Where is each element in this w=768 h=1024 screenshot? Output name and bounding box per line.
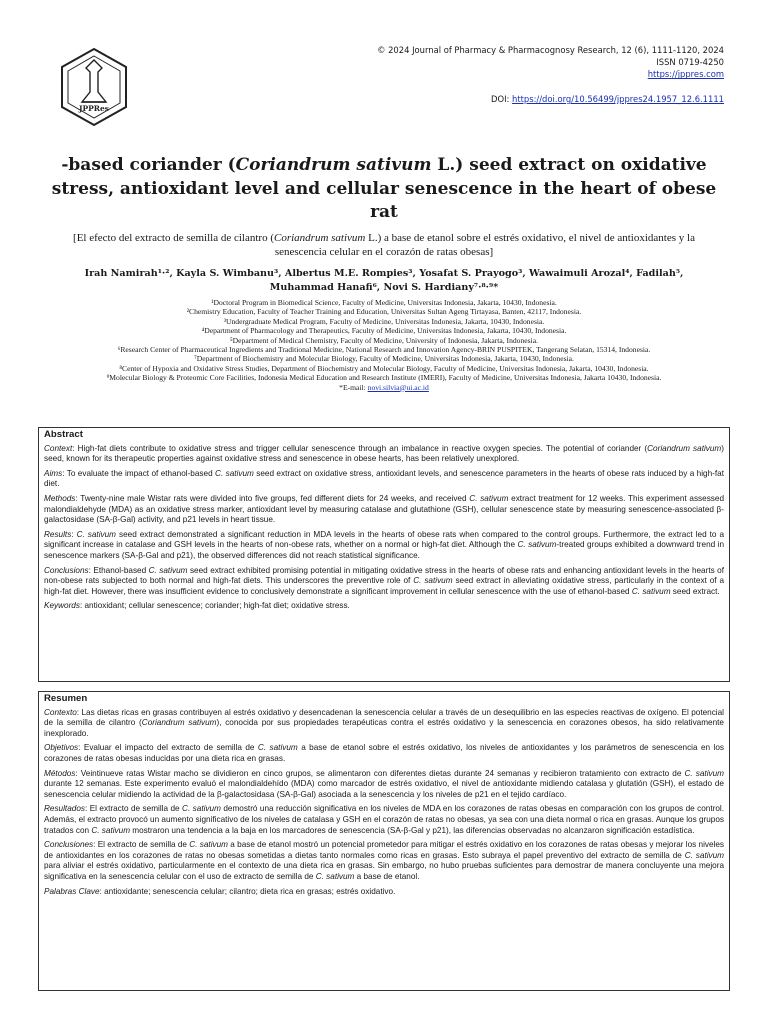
title-text-1: -based coriander ( <box>61 155 236 175</box>
results-label: Results <box>44 529 72 539</box>
scientific-name: Coriandrum sativum <box>141 718 217 728</box>
scientific-name: C. sativum <box>631 586 671 596</box>
conclusiones-label: Conclusiones <box>44 840 94 850</box>
context-label: Context <box>44 443 73 453</box>
affiliation-item: ⁸Center of Hypoxia and Oxidative Stress Studies, Department of Biochemistry and Molecular Biology, Faculty of Medicine, Universitas Indonesia, Jakarta, 10430, Indonesia. <box>119 363 649 373</box>
affiliation-item: ⁵Department of Medical Chemistry, Faculty of Medicine, University of Indonesia, Jakarta, Indonesia. <box>230 335 538 345</box>
conclusions-label: Conclusions <box>44 565 89 575</box>
abstract-text: : High-fat diets contribute to oxidative stress and trigger cellular senescence through an imbalance in reactive oxygen species. The potential of coriander ( <box>72 443 648 453</box>
abstract-heading: Abstract <box>44 429 83 440</box>
title-scientific-name: Coriandrum sativum <box>235 155 432 175</box>
abstract-text: seed extract exhibited promising potential in mitigating oxidative stress in the hearts of obese rats and enhancing antioxidant levels in the hearts of non-obese rats subjected to both normal and high-fat diets. This underscores the preventive role of <box>44 565 724 586</box>
scientific-name: C. sativum <box>215 468 254 478</box>
affiliation-item: ¹Doctoral Program in Biomedical Science, Faculty of Medicine, Universitas Indonesia, Jakarta, 10430, Indonesia. <box>211 298 557 307</box>
resumen-text: : Las dietas ricas en grasas contribuyen al estrés oxidativo y desencadenan la senescencia celular a través de un desequilibrio en las especies reactivas de oxígeno. El potencial de la semilla de cilantro ( <box>44 707 724 728</box>
resumen-text: a base de etanol mostró un potencial prometedor para mitigar el estrés oxidativo en los corazones de ratas obesas y mejorar los niveles de antioxidantes en los corazones de ratas no obesas sometidas a dietas tanto normales como ricas en grasas. Esto subraya el papel preventivo del extracto de semilla de <box>44 840 725 860</box>
resumen-text: para aliviar el estrés oxidativo, particularmente en el contexto de una dieta rica en grasas. Sin embargo, no hubo pruebas suficientes para demostrar de manera concluyente una mejora significativa en la senescencia celular con el uso de extracto de semilla de <box>44 861 724 881</box>
journal-header-info <box>377 44 724 81</box>
resumen-text: demostró una reducción significativa en los niveles de MDA en los corazones de ratas obesas en comparación con los grupos de control. Además, el extracto provocó un aumento significativo de los niveles de catalasa y GSH en el corazón de ratas no obesas, ya sea con una dieta normal o rica en grasas. Aunque los grupos tratados con <box>44 804 725 835</box>
objetivos-label: Objetivos <box>44 743 79 753</box>
resumen-text: : Veintinueve ratas Wistar macho se dividieron en cinco grupos, se alimentaron con diferentes dietas durante 24 semanas y recibieron tratamiento con extracto de <box>75 768 685 778</box>
affiliation-item: ⁶Research Center of Pharmaceutical Ingredients and Traditional Medicine, National Research and Innovation Agency-BRIN PUSPITEK, Tangerang Selatan, 15314, Indonesia. <box>117 345 651 355</box>
paper-subtitle-spanish <box>60 232 708 259</box>
author-list <box>50 267 718 295</box>
affiliation-item: ⁴Department of Pharmacology and Therapeutics, Faculty of Medicine, Universitas Indonesia, Jakarta, 10430, Indonesia. <box>201 326 567 336</box>
resumen-text: : El extracto de semilla de <box>84 804 183 814</box>
subtitle-text-2: L.) a base de etanol sobre el estrés oxidativo, el nivel de antioxidantes y la senescencia celular en el corazón de ratas obesas] <box>274 232 695 258</box>
scientific-name: C. sativum <box>182 804 221 814</box>
keywords-label: Keywords <box>44 601 80 611</box>
abstract-text: : Twenty-nine male Wistar rats were divided into five groups, fed different diets for 24 weeks, and received <box>75 493 470 503</box>
abstract-text: -treated groups exhibited a downward trend in senescence markers (SA-β-Gal and p21), the observed differences did not reach statistical significance. <box>44 540 724 560</box>
scientific-name: C. sativum <box>257 743 298 753</box>
methods-label: Methods <box>44 493 76 503</box>
resumen-text: : El extracto de semilla de <box>93 840 190 850</box>
scientific-name: C. sativum <box>413 576 453 586</box>
scientific-name: C. sativum <box>684 768 724 778</box>
scientific-name: C. sativum <box>517 540 557 550</box>
abstract-text: extract treatment for 12 weeks. This experiment assessed malondialdehyde (MDA) as an oxidative stress marker, antioxidant level by measuring catalase and glutathione (GSH), cellular senescence state by measuring senescence-associated β-galactosidase (SA-β-Gal) activity, and p21 levels in heart tissue. <box>44 493 724 525</box>
aims-label: Aims <box>44 468 63 478</box>
abstract-text: : Ethanol-based <box>88 565 149 575</box>
abstract-text: seed extract in alleviating oxidative stress, particularly in the context of a high-fat diet. However, there was insufficient evidence to conclusively demonstrate a significant improvement in cellular senescence with the use of ethanol-based <box>44 576 725 596</box>
affiliation-item: ⁷Department of Biochemistry and Molecular Biology, Faculty of Medicine, Universitas Indonesia, Jakarta, 10430, Indonesia. <box>194 354 574 364</box>
resumen-conclusiones <box>44 840 724 882</box>
citation-line: © 2024 Journal of Pharmacy & Pharmacognosy Research, 12 (6), 1111-1120, 2024 <box>377 45 724 55</box>
scientific-name: C. sativum <box>91 825 131 835</box>
authors-line-2: Muhammad Hanafi⁶, Novi S. Hardiany⁷·⁸·⁹* <box>269 282 499 293</box>
abstract-text: seed extract on oxidative stress, antioxidant levels, and senescence parameters in the hearts of obese rats induced by a high-fat diet. <box>44 468 724 489</box>
resultados-label: Resultados <box>44 804 85 814</box>
scientific-name: C. sativum <box>189 840 228 850</box>
resumen-text: : Evaluar el impacto del extracto de semilla de <box>78 743 258 753</box>
abstract-text: seed extract. <box>670 586 720 596</box>
abstract-methods <box>44 494 724 526</box>
resumen-palabras-clave <box>44 887 724 898</box>
abstract-results <box>44 530 724 562</box>
scientific-name: C. sativum <box>315 871 355 881</box>
email-label: *E-mail: <box>339 382 368 392</box>
affiliation-item: ²Chemistry Education, Faculty of Teacher Training and Education, Universitas Sultan Ageng Tirtayasa, Banten, 42117, Indonesia. <box>186 307 582 317</box>
paper-title <box>36 154 732 225</box>
affiliation-item: ⁹Molecular Biology & Proteomic Core Facilities, Indonesia Medical Education and Research Institute (IMERI), Faculty of Medicine, Universitas Indonesia, Jakarta 10430, Indonesia. <box>106 373 662 383</box>
authors-line-1: Irah Namirah¹·², Kayla S. Wimbanu³, Albertus M.E. Rompies³, Yosafat S. Prayogo³, Wawaimuli Arozal⁴, Fadilah⁵, <box>84 268 684 279</box>
abstract-aims <box>44 469 724 490</box>
corresponding-email <box>30 383 738 392</box>
scientific-name: Coriandrum sativum <box>647 443 722 453</box>
abstract-text: : <box>71 529 77 539</box>
subtitle-text-1: [El efecto del extracto de semilla de cilantro ( <box>73 232 274 244</box>
resumen-text: a base de etanol. <box>354 871 420 881</box>
resumen-text: a base de etanol sobre el estrés oxidativo, los niveles de antioxidantes y los parámetros de senescencia en los corazones de ratas obesas inducidas por una dieta rica en grasas. <box>44 743 725 763</box>
journal-logo <box>58 46 130 128</box>
abstract-box <box>38 427 730 682</box>
palabras-clave-label: Palabras Clave <box>44 886 100 896</box>
palabras-clave-text: : antioxidante; senescencia celular; cilantro; dieta rica en grasas; estrés oxidativo. <box>99 886 396 896</box>
abstract-text: ) seed, known for its therapeutic properties against oxidative stress and senescence in obese hearts, has been relatively unexplored. <box>44 443 724 464</box>
keywords-text: : antioxidant; cellular senescence; coriander; high-fat diet; oxidative stress. <box>79 601 350 611</box>
title-text-2: L.) seed extract on oxidative stress, antioxidant level and cellular senescence in the heart of obese rat <box>51 155 717 222</box>
abstract-keywords <box>44 601 724 612</box>
subtitle-scientific-name: Coriandrum sativum <box>274 232 366 244</box>
resumen-box <box>38 691 730 991</box>
resumen-text: durante 12 semanas. Este experimento evaluó el malondialdehído (MDA) como marcador de estrés oxidativo, el nivel de antioxidante midiendo catalasa y glutatión (GSH), el estado de senescencia celular midiendo la actividad de la β-galactosidasa (SA-β-Gal) asociada a la senescencia y los niveles de p21 en el tejido cardíaco. <box>44 779 724 799</box>
svg-text:JPPRes: JPPRes <box>78 104 110 113</box>
issn-line: ISSN 0719-4250 <box>656 57 724 68</box>
scientific-name: C. sativum <box>469 493 509 503</box>
abstract-text: : To evaluate the impact of ethanol-based <box>62 468 216 478</box>
doi-link[interactable]: https://doi.org/10.56499/jppres24.1957_12.6.1111 <box>512 94 724 104</box>
metodos-label: Métodos <box>44 768 76 778</box>
email-link[interactable]: novi.silvia@ui.ac.id <box>367 382 429 392</box>
resumen-objetivos <box>44 743 724 764</box>
doi-line <box>491 94 724 104</box>
affiliations <box>30 298 738 392</box>
abstract-conclusions <box>44 566 724 598</box>
resumen-text: ), conocida por sus propiedades terapéuticas contra el estrés oxidativo y la senescencia en corazones obesos, ha sido relativamente inexplorado. <box>44 718 724 738</box>
abstract-text: seed extract demonstrated a significant reduction in MDA levels in the hearts of obese rats when compared to the control groups. Furthermore, the extract led to a significant increase in catalase and GSH levels in the hearts of non-obese rats, whether on a normal or high-fat diet. Although the <box>44 529 724 550</box>
journal-website-link[interactable]: https://jppres.com <box>647 69 724 80</box>
resumen-contexto <box>44 708 724 740</box>
abstract-context <box>44 444 724 465</box>
resumen-metodos <box>44 769 724 801</box>
scientific-name: C. sativum <box>76 529 116 539</box>
contexto-label: Contexto <box>44 707 77 717</box>
resumen-resultados <box>44 804 724 836</box>
resumen-text: mostraron una tendencia a la baja en los marcadores de senescencia (SA-β-Gal y p21), las diferencias observadas no alcanzaron significación estadística. <box>130 825 695 835</box>
scientific-name: C. sativum <box>684 850 725 860</box>
scientific-name: C. sativum <box>148 565 188 575</box>
resumen-heading: Resumen <box>44 693 88 704</box>
affiliation-item: ³Undergraduate Medical Program, Faculty of Medicine, Universitas Indonesia, Jakarta, 10430, Indonesia. <box>223 316 545 326</box>
doi-label: DOI: <box>491 94 513 104</box>
